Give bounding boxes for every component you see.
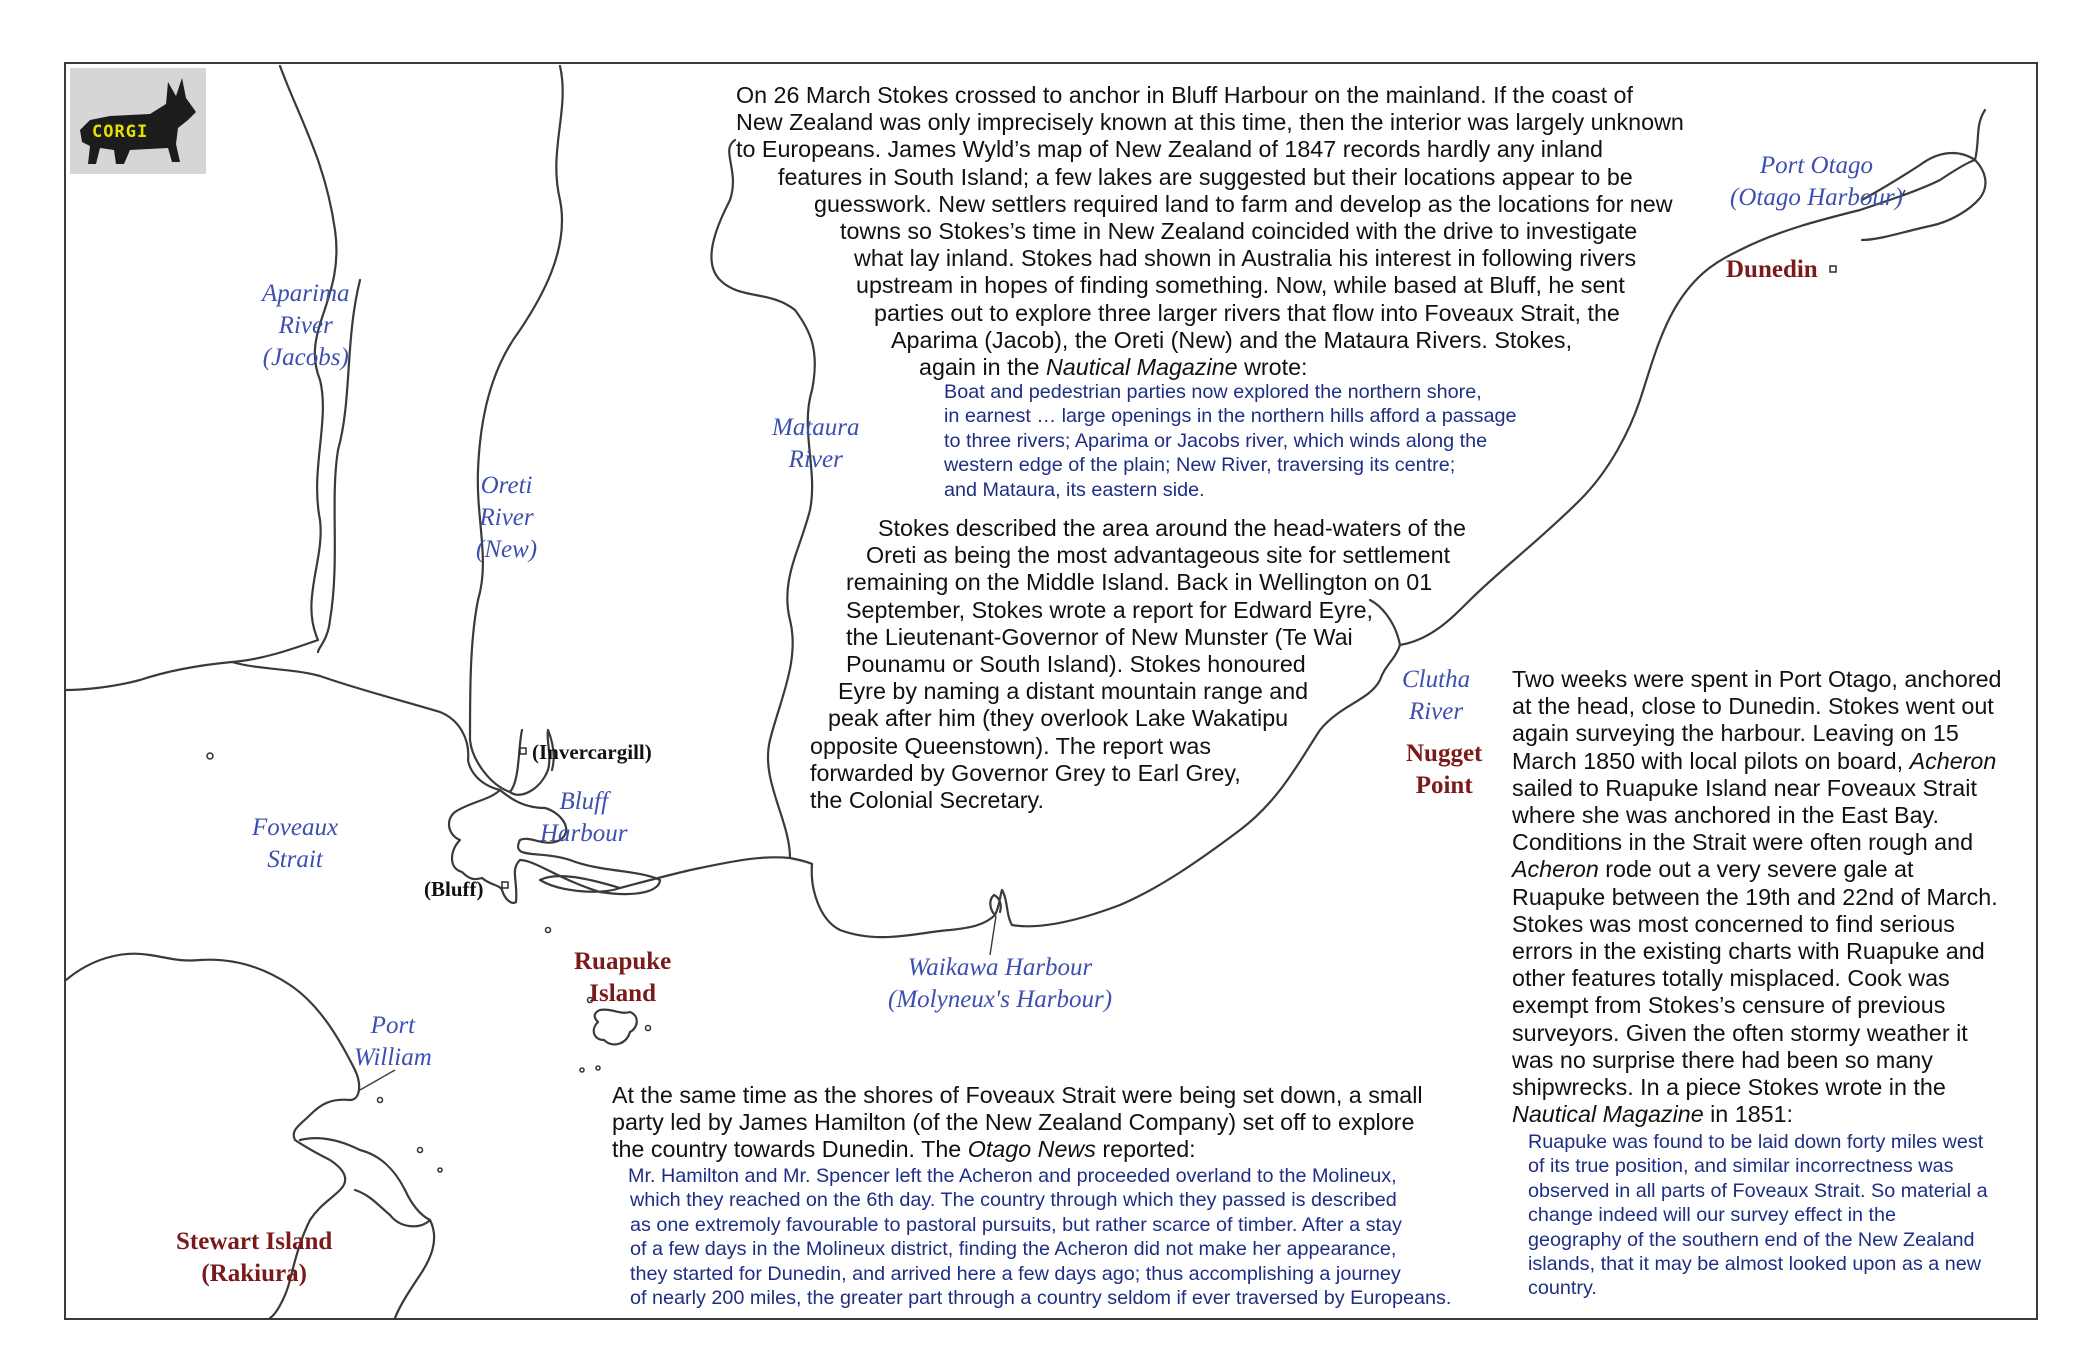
islet bbox=[418, 1148, 423, 1153]
islet bbox=[596, 1066, 600, 1070]
oreti-river-line bbox=[470, 66, 563, 792]
text-top-paragraph: On 26 March Stokes crossed to anchor in Bluff Harbour on the mainland. If the coast of New Zealand was only imprecisely known at this time, then the interior was largely unknown to Europeans. James Wyld’s map of New Zealand of 1847 records hardly any inland features in South Island; a few lakes are suggested but their locations appear to be guesswork. New settlers required land to farm and develop as the locations for new towns so Stokes’s time in New Zealand coincided with the drive to investigate what lay inland. Stokes had shown in Australia his interest in following rivers upstream in hopes of finding something. Now, while based at Bluff, he sent parties out to explore three larger rivers that flow into Foveaux Strait, the Aparima (Jacob), the Oreti (New) and the Mataura Rivers. Stokes, again in the Nautical Magazine wrote: bbox=[736, 82, 1684, 381]
ruapuke-island bbox=[594, 1010, 637, 1045]
label-waikawa-harbour: Waikawa Harbour (Molyneux's Harbour) bbox=[888, 954, 1113, 1013]
quote-nautical-magazine-1851: Ruapuke was found to be laid down forty miles west of its true position, and similar incorrectness was observed in all parts of Foveaux Strait. So material a change indeed will our survey effect in the geography of the southern end of the New Zealand islands, that it may be almost looked upon as a new country. bbox=[1528, 1131, 1988, 1300]
islet bbox=[207, 753, 213, 759]
islet bbox=[580, 1068, 584, 1072]
text-middle-paragraph: Stokes described the area around the head-waters of the Oreti as being the most advantageous site for settlement remaining on the Middle Island. Back in Wellington on 01 September, Stokes wrote a report for Edward Eyre, the Lieutenant-Governor of New Munster (Te Wai Pounamu or South Island). Stokes honoured Eyre by naming a distant mountain range and peak after him (they overlook Lake Wakatipu opposite Queenstown). The report was forwarded by Governor Grey to Earl Grey, the Colonial Secretary. bbox=[810, 515, 1466, 814]
islet bbox=[646, 1026, 651, 1031]
paterson-inlet bbox=[300, 1138, 430, 1226]
label-foveaux-strait: Foveaux Strait bbox=[252, 814, 339, 873]
text-right-paragraph: Two weeks were spent in Port Otago, anchored at the head, close to Dunedin. Stokes went out again surveying the harbour. Leaving on 15 March 1850 with local pilots on board, Acheron sailed to Ruapuke Island near Foveaux Strait where she was anchored in the East Bay. Conditions in the Strait were often rough and Acheron rode out a very severe gale at Ruapuke between the 19th and 22nd of March. Stokes was most concerned to find serious errors in the existing charts with Ruapuke and other features totally misplaced. Cook was exempt from Stokes’s censure of previous surveyors. Given the often stormy weather it was no surprise there had been so many shipwrecks. In a piece Stokes wrote in the Nautical Magazine in 1851: bbox=[1512, 666, 2002, 1128]
quote-otago-news: Mr. Hamilton and Mr. Spencer left the Acheron and proceeded overland to the Molineux, which they reached on the 6th day. The country through which they passed is described as one extremoly favourable to pastoral pursuits, but rather scarce of timber. After a stay of a few days in the Molineux district, finding the Acheron did not make her appearance, they started for Dunedin, and arrived here a few days ago; thus accomplishing a journey of nearly 200 miles, the greater part through a country seldom if ever traversed by Europeans. bbox=[628, 1165, 1452, 1310]
label-clutha-river: Clutha River bbox=[1402, 666, 1471, 725]
islet bbox=[546, 928, 551, 933]
southland-coast bbox=[620, 857, 812, 888]
corgi-silhouette-icon bbox=[70, 68, 206, 174]
corgi-logo bbox=[70, 68, 206, 174]
quote-nautical-magazine-1: Boat and pedestrian parties now explored the northern shore, in earnest … large openings in the northern hills afford a passage to three rivers; Aparima or Jacobs river, which winds along the western edge of the plain; New River, traversing its centre; and Mataura, its eastern side. bbox=[944, 381, 1517, 501]
label-port-william: Port William bbox=[354, 1012, 432, 1071]
label-stewart-island: Stewart Island (Rakiura) bbox=[176, 1228, 333, 1287]
label-dunedin: Dunedin bbox=[1726, 256, 1818, 283]
islet bbox=[378, 1098, 383, 1103]
islet bbox=[438, 1168, 442, 1172]
label-ruapuke-island: Ruapuke Island bbox=[574, 948, 672, 1007]
label-oreti-river: Oreti River (New) bbox=[476, 472, 538, 563]
label-aparima-river: Aparima River (Jacobs) bbox=[262, 280, 350, 371]
label-invercargill: (Invercargill) bbox=[532, 740, 652, 764]
label-port-otago: Port Otago (Otago Harbour) bbox=[1730, 152, 1903, 211]
stewart-east-coast bbox=[395, 1220, 434, 1318]
bluff-marker bbox=[502, 882, 508, 888]
waikawa-leader bbox=[990, 916, 996, 955]
otago-upper-coast bbox=[1975, 110, 1985, 160]
label-bluff: (Bluff) bbox=[424, 877, 484, 901]
label-bluff-harbour: Bluff Harbour bbox=[540, 788, 628, 847]
dunedin-marker bbox=[1830, 266, 1836, 272]
aparima-shore bbox=[232, 662, 500, 790]
label-mataura-river: Mataura River bbox=[772, 414, 860, 473]
invercargill-marker bbox=[520, 748, 526, 754]
label-nugget-point: Nugget Point bbox=[1406, 740, 1483, 799]
logo-text: CORGI bbox=[92, 122, 149, 142]
text-bottom-paragraph: At the same time as the shores of Foveaux Strait were being set down, a small party led by James Hamilton (of the New Zealand Company) set off to explore the country towards Dunedin. The Otago News reported: bbox=[612, 1082, 1423, 1163]
